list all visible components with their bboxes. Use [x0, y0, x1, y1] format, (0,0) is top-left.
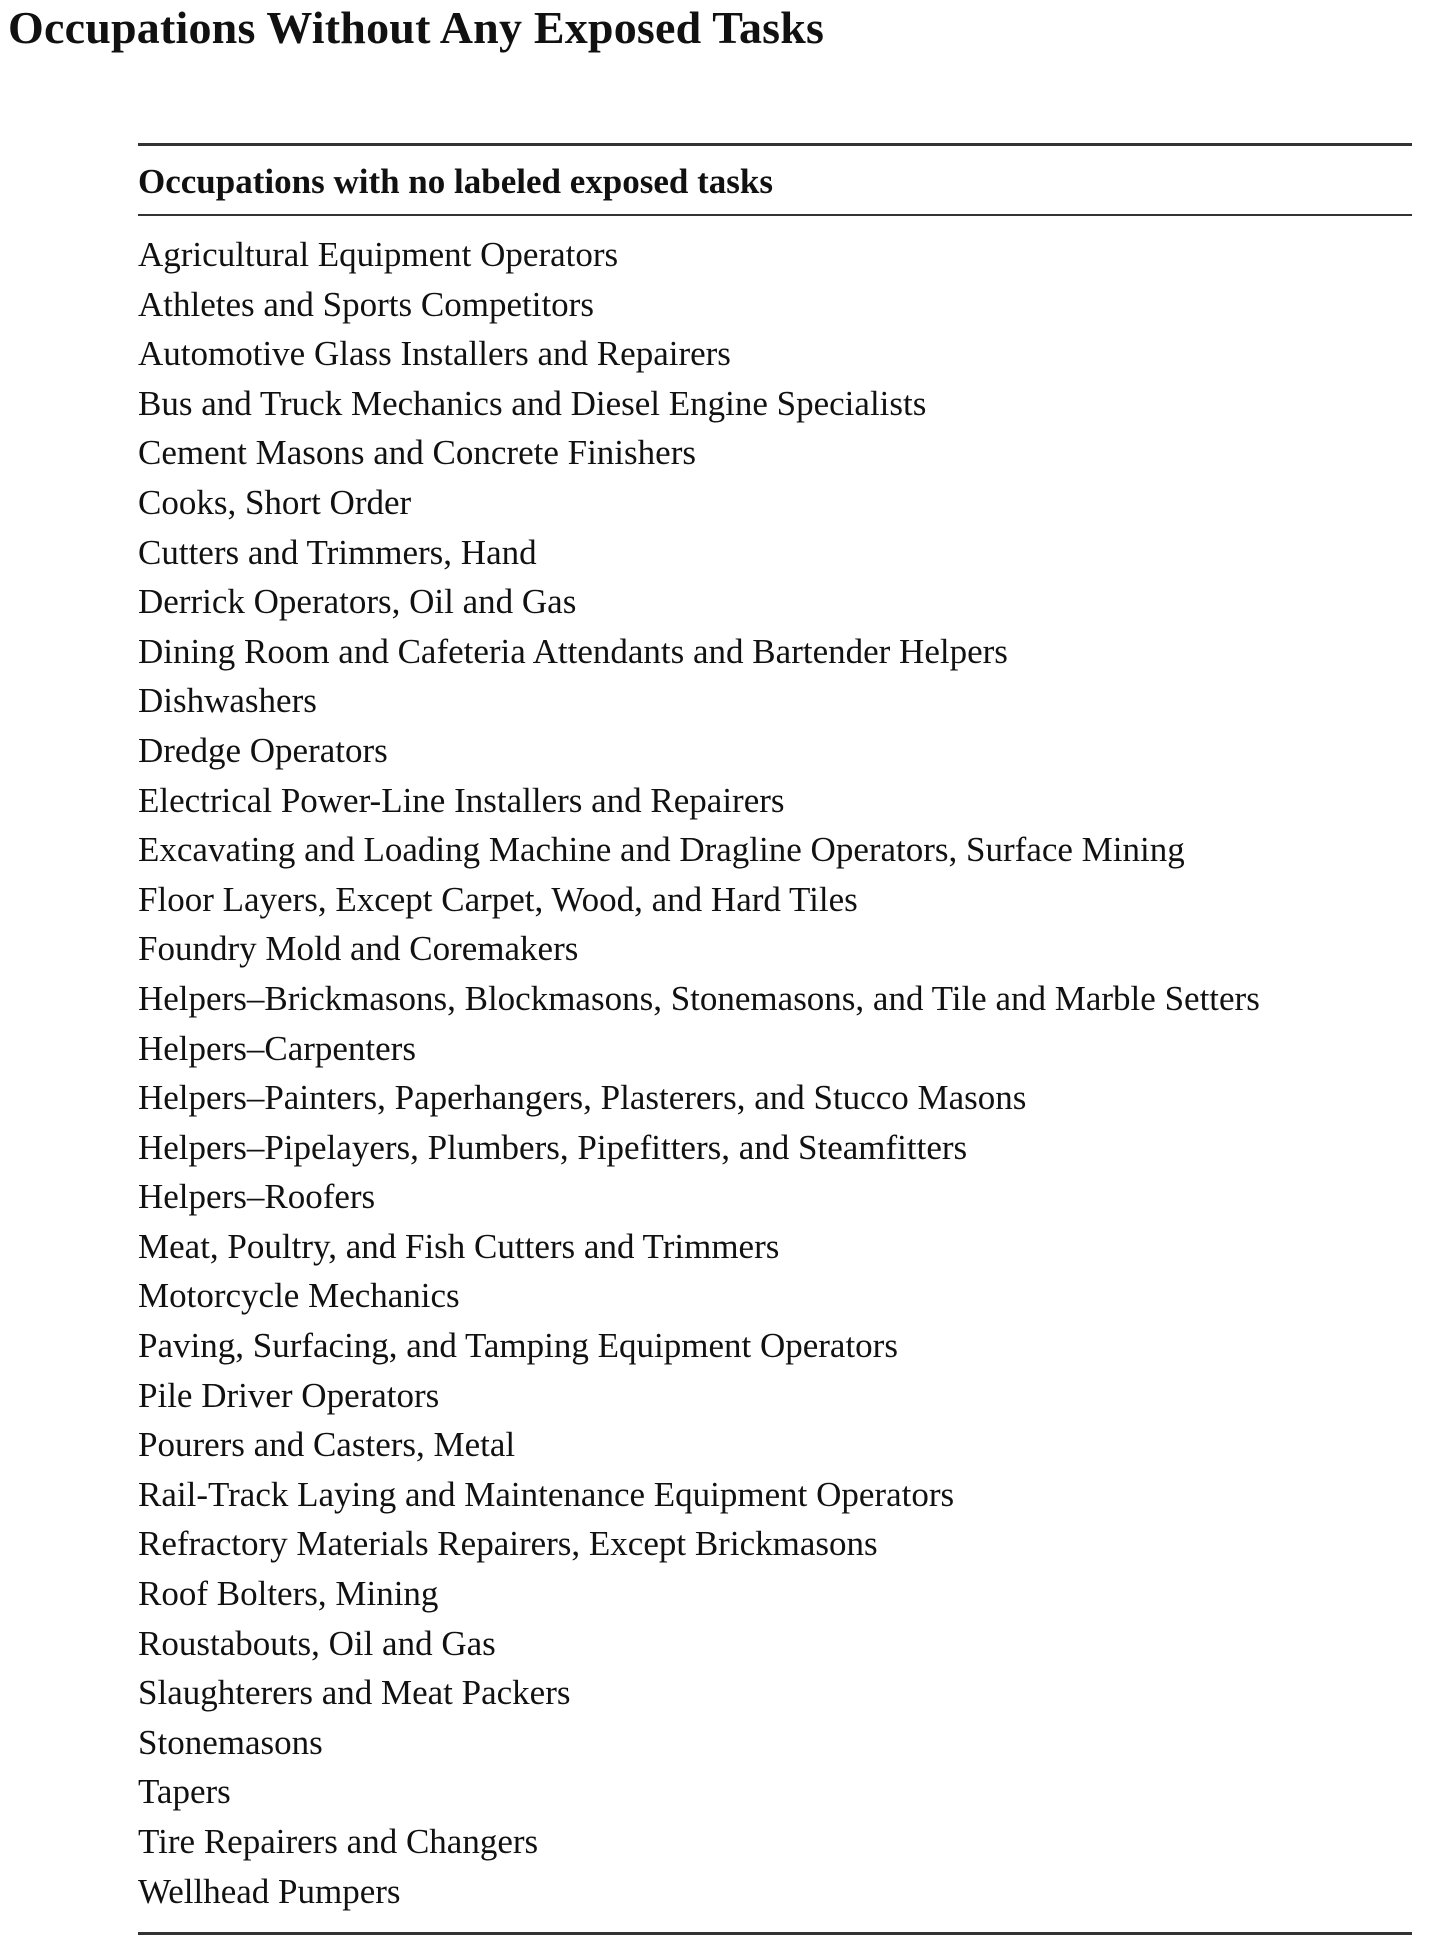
table-row: Helpers–Carpenters [138, 1028, 416, 1068]
table-row: Foundry Mold and Coremakers [138, 929, 579, 969]
table-row: Dining Room and Cafeteria Attendants and Bartender Helpers [138, 631, 1008, 671]
table-row: Helpers–Painters, Paperhangers, Plasterers, and Stucco Masons [138, 1078, 1027, 1118]
occupations-table [138, 143, 1412, 1935]
table-row: Cooks, Short Order [138, 482, 412, 522]
table-row: Motorcycle Mechanics [138, 1276, 460, 1316]
table-row: Rail-Track Laying and Maintenance Equipment Operators [138, 1474, 955, 1514]
table-row: Dredge Operators [138, 730, 388, 770]
table-column-header: Occupations with no labeled exposed tasks [138, 162, 773, 201]
table-row: Pile Driver Operators [138, 1375, 440, 1415]
table-row: Dishwashers [138, 681, 317, 721]
section-title: Occupations Without Any Exposed Tasks [8, 2, 825, 53]
table-row: Tire Repairers and Changers [138, 1822, 539, 1861]
table-row: Agricultural Equipment Operators [138, 235, 619, 274]
table-row: Stonemasons [138, 1722, 323, 1762]
table-row: Excavating and Loading Machine and Dragline Operators, Surface Mining [138, 830, 1185, 870]
table-top-rule [138, 143, 1412, 146]
table-row: Helpers–Pipelayers, Plumbers, Pipefitters, and Steamfitters [138, 1127, 968, 1167]
table-row: Bus and Truck Mechanics and Diesel Engine Specialists [138, 383, 927, 423]
table-row: Meat, Poultry, and Fish Cutters and Trimmers [138, 1226, 780, 1266]
table-row: Slaughterers and Meat Packers [138, 1673, 571, 1713]
table-row: Electrical Power-Line Installers and Repairers [138, 780, 785, 820]
table-row: Athletes and Sports Competitors [138, 284, 594, 324]
table-row: Paving, Surfacing, and Tamping Equipment Operators [138, 1326, 898, 1366]
table-row: Tapers [138, 1772, 231, 1812]
table-row: Floor Layers, Except Carpet, Wood, and Hard Tiles [138, 879, 858, 919]
table-row: Roustabouts, Oil and Gas [138, 1623, 496, 1663]
table-row: Derrick Operators, Oil and Gas [138, 582, 577, 622]
table-header-rule [138, 214, 1412, 216]
table-row: Refractory Materials Repairers, Except Brickmasons [138, 1524, 878, 1564]
table-row: Helpers–Roofers [138, 1177, 376, 1217]
table-row: Helpers–Brickmasons, Blockmasons, Stonemasons, and Tile and Marble Setters [138, 978, 1260, 1018]
table-row: Automotive Glass Installers and Repairers [138, 334, 731, 374]
table-row: Wellhead Pumpers [138, 1871, 401, 1911]
table-body [138, 230, 1412, 1916]
table-row: Cutters and Trimmers, Hand [138, 532, 537, 572]
table-row: Pourers and Casters, Metal [138, 1425, 516, 1465]
table-row: Roof Bolters, Mining [138, 1574, 439, 1614]
table-row: Cement Masons and Concrete Finishers [138, 433, 696, 473]
